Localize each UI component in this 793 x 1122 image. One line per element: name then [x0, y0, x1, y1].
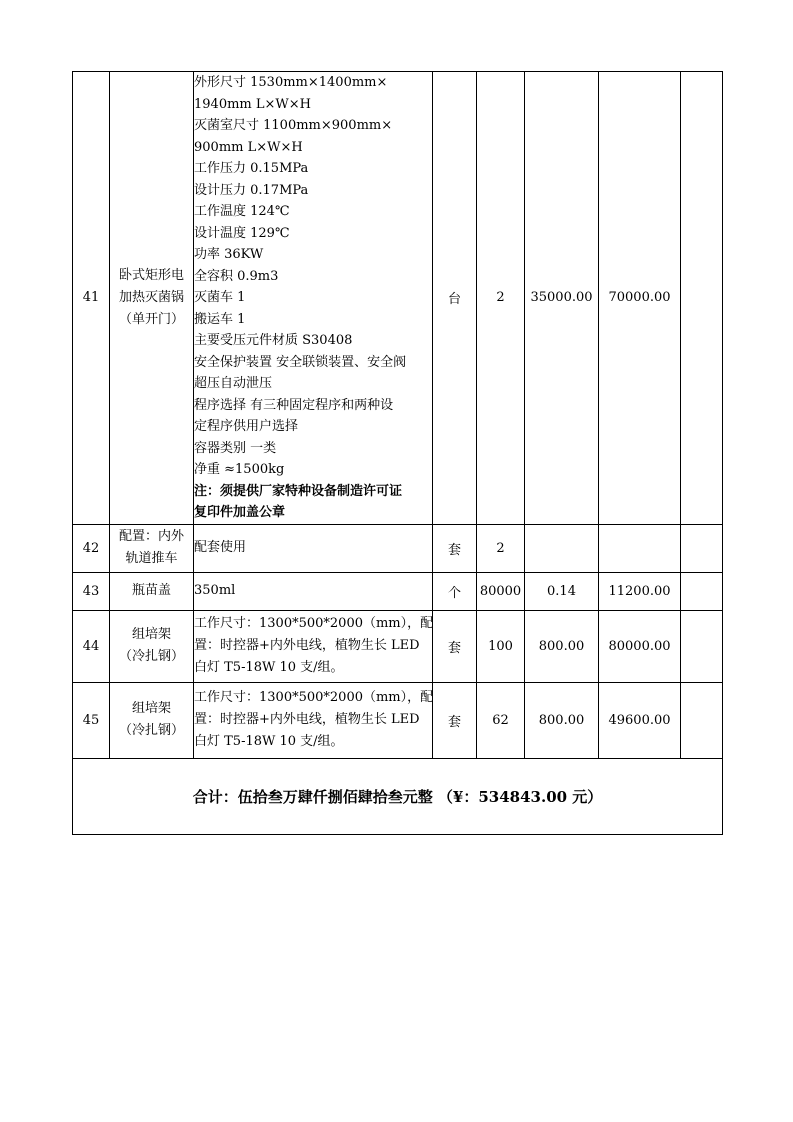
item-name-line: 加热灭菌锅: [118, 289, 184, 305]
table-row: [73, 572, 723, 610]
unit: 套: [433, 682, 477, 758]
item-name-line: 瓶苗盖: [131, 583, 171, 598]
spec-line: 工作尺寸：1300*500*2000（mm），配: [194, 616, 434, 631]
row-number: 42: [73, 524, 110, 572]
item-name: [110, 682, 194, 758]
item-name-line: 组培架: [131, 701, 171, 716]
unit: 个: [433, 572, 477, 610]
total-price: 49600.00: [599, 682, 681, 758]
total-price: [599, 524, 681, 572]
spec-line: 白灯 T5-18W 10 支/组。: [194, 660, 344, 675]
total-price: 70000.00: [599, 72, 681, 525]
spec-line: 定程序供用户选择: [194, 419, 299, 434]
item-name: [110, 572, 194, 610]
remarks-cell: [681, 72, 723, 525]
spec-line: 1940mm L×W×H: [194, 96, 311, 112]
quantity: 2: [477, 72, 525, 525]
spec-line: 净重 ≈1500kg: [194, 462, 285, 477]
item-name-line: 配置：内外: [118, 529, 184, 544]
spec-line: 工作温度 124℃: [194, 204, 290, 219]
item-spec: [194, 682, 433, 758]
unit: 套: [433, 610, 477, 682]
total-price: 11200.00: [599, 572, 681, 610]
item-name-line: （冷扎钢）: [118, 723, 184, 738]
spec-line: 外形尺寸 1530mm×1400mm×: [194, 75, 388, 90]
row-number: 41: [73, 72, 110, 525]
grand-total: 合计：伍拾叁万肆仟捌佰肆拾叁元整 （¥：534843.00 元）: [73, 758, 723, 834]
procurement-table: [72, 71, 723, 835]
spec-line: 900mm L×W×H: [194, 139, 303, 155]
summary-row: [73, 758, 723, 834]
row-number: 45: [73, 682, 110, 758]
item-spec: [194, 610, 433, 682]
item-name-line: 轨道推车: [125, 551, 178, 566]
unit: 套: [433, 524, 477, 572]
quantity: 62: [477, 682, 525, 758]
spec-line: 主要受压元件材质 S30408: [194, 333, 353, 348]
spec-line: 工作压力 0.15MPa: [194, 161, 309, 176]
unit-price: 800.00: [525, 610, 599, 682]
spec-line: 配套使用: [194, 540, 247, 556]
quantity: 80000: [477, 572, 525, 610]
table-row: [73, 72, 723, 525]
unit: 台: [433, 72, 477, 525]
quantity: 2: [477, 524, 525, 572]
spec-line: 超压自动泄压: [194, 376, 273, 391]
spec-line: 灭菌车 1: [194, 290, 246, 305]
remarks-cell: [681, 524, 723, 572]
spec-line: 350ml: [194, 583, 236, 599]
spec-line: 功率 36KW: [194, 247, 264, 262]
item-name: [110, 524, 194, 572]
spec-line: 搬运车 1: [194, 311, 246, 327]
spec-note: 注：须提供厂家特种设备制造许可证: [194, 483, 403, 499]
row-number: 44: [73, 610, 110, 682]
item-name-line: 组培架: [131, 627, 171, 642]
item-spec: [194, 524, 433, 572]
spec-line: 程序选择 有三种固定程序和两种设: [194, 397, 394, 413]
spec-line: 设计压力 0.17MPa: [194, 182, 309, 198]
spec-line: 白灯 T5-18W 10 支/组。: [194, 734, 344, 749]
remarks-cell: [681, 682, 723, 758]
item-name: [110, 72, 194, 525]
table-row: [73, 524, 723, 572]
spec-line: 工作尺寸：1300*500*2000（mm），配: [194, 690, 434, 705]
spec-line: 容器类别 一类: [194, 440, 277, 456]
remarks-cell: [681, 610, 723, 682]
remarks-cell: [681, 572, 723, 610]
table-row: [73, 610, 723, 682]
unit-price: [525, 524, 599, 572]
unit-price: 35000.00: [525, 72, 599, 525]
item-name: [110, 610, 194, 682]
spec-line: 置：时控器+内外电线，植物生长 LED: [194, 638, 420, 653]
item-name-line: 卧式矩形电: [118, 267, 184, 283]
spec-line: 置：时控器+内外电线，植物生长 LED: [194, 712, 420, 727]
table-row: [73, 682, 723, 758]
row-number: 43: [73, 572, 110, 610]
spec-line: 灭菌室尺寸 1100mm×900mm×: [194, 118, 393, 133]
item-spec: [194, 72, 433, 525]
item-spec: [194, 572, 433, 610]
item-name-line: （单开门）: [118, 311, 184, 327]
total-price: 80000.00: [599, 610, 681, 682]
unit-price: 0.14: [525, 572, 599, 610]
spec-line: 全容积 0.9m3: [194, 268, 279, 284]
item-name-line: （冷扎钢）: [118, 649, 184, 664]
spec-line: 安全保护装置 安全联锁装置、安全阀: [194, 354, 407, 370]
quantity: 100: [477, 610, 525, 682]
spec-note: 复印件加盖公章: [194, 505, 286, 520]
spec-line: 设计温度 129℃: [194, 225, 290, 241]
unit-price: 800.00: [525, 682, 599, 758]
